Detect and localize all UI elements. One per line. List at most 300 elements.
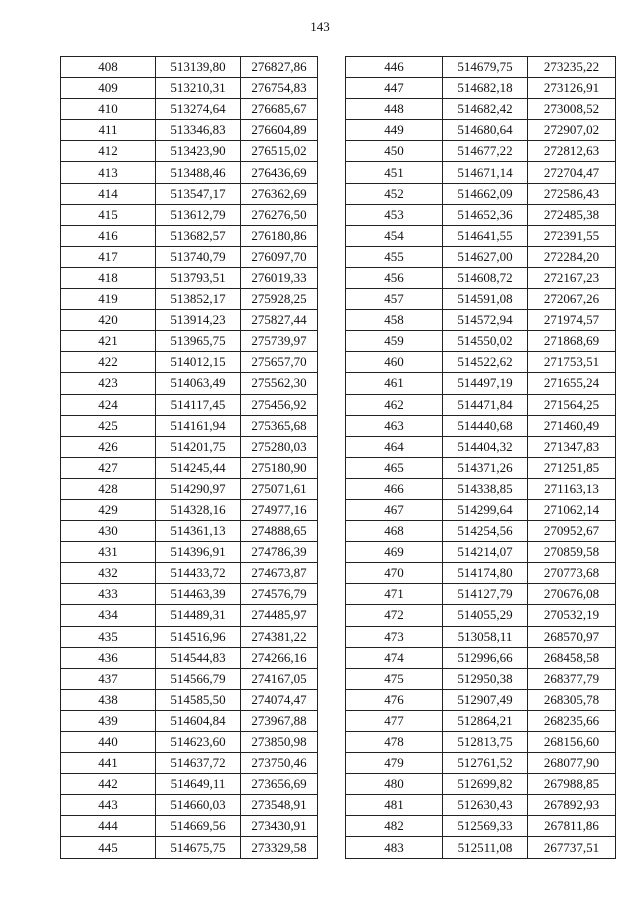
point-number-cell: 472: [346, 605, 443, 626]
table-row: [61, 774, 318, 795]
table-row: [61, 415, 318, 436]
table-row: [346, 647, 616, 668]
x-coordinate-cell: 514591,08: [443, 289, 528, 310]
x-coordinate-cell: 514245,44: [156, 457, 241, 478]
y-coordinate-cell: 272704,47: [528, 162, 616, 183]
y-coordinate-cell: 272485,38: [528, 204, 616, 225]
point-number-cell: 474: [346, 647, 443, 668]
y-coordinate-cell: 274786,39: [241, 542, 318, 563]
y-coordinate-cell: 274381,22: [241, 626, 318, 647]
x-coordinate-cell: 514608,72: [443, 267, 528, 288]
x-coordinate-cell: 513274,64: [156, 99, 241, 120]
point-number-cell: 478: [346, 732, 443, 753]
table-row: [61, 753, 318, 774]
table-row: [346, 732, 616, 753]
point-number-cell: 422: [61, 352, 156, 373]
point-number-cell: 409: [61, 78, 156, 99]
point-number-cell: 482: [346, 816, 443, 837]
y-coordinate-cell: 268377,79: [528, 668, 616, 689]
y-coordinate-cell: 273850,98: [241, 732, 318, 753]
x-coordinate-cell: 513682,57: [156, 225, 241, 246]
table-row: [61, 120, 318, 141]
y-coordinate-cell: 270859,58: [528, 542, 616, 563]
point-number-cell: 470: [346, 563, 443, 584]
table-row: [61, 246, 318, 267]
x-coordinate-cell: 513139,80: [156, 57, 241, 78]
x-coordinate-cell: 514489,31: [156, 605, 241, 626]
x-coordinate-cell: 514117,45: [156, 394, 241, 415]
x-coordinate-cell: 514161,94: [156, 415, 241, 436]
x-coordinate-cell: 514471,84: [443, 394, 528, 415]
y-coordinate-cell: 268305,78: [528, 689, 616, 710]
point-number-cell: 461: [346, 373, 443, 394]
table-row: [346, 626, 616, 647]
y-coordinate-cell: 268458,58: [528, 647, 616, 668]
point-number-cell: 451: [346, 162, 443, 183]
y-coordinate-cell: 272167,23: [528, 267, 616, 288]
y-coordinate-cell: 271062,14: [528, 499, 616, 520]
y-coordinate-cell: 271868,69: [528, 331, 616, 352]
point-number-cell: 418: [61, 267, 156, 288]
point-number-cell: 473: [346, 626, 443, 647]
y-coordinate-cell: 275180,90: [241, 457, 318, 478]
table-row: [346, 289, 616, 310]
point-number-cell: 448: [346, 99, 443, 120]
table-row: [61, 436, 318, 457]
point-number-cell: 412: [61, 141, 156, 162]
point-number-cell: 479: [346, 753, 443, 774]
table-row: [61, 57, 318, 78]
table-row: [61, 373, 318, 394]
y-coordinate-cell: 272067,26: [528, 289, 616, 310]
y-coordinate-cell: 276180,86: [241, 225, 318, 246]
x-coordinate-cell: 514637,72: [156, 753, 241, 774]
point-number-cell: 476: [346, 689, 443, 710]
y-coordinate-cell: 267737,51: [528, 837, 616, 858]
x-coordinate-cell: 512864,21: [443, 710, 528, 731]
point-number-cell: 450: [346, 141, 443, 162]
table-row: [346, 478, 616, 499]
y-coordinate-cell: 276685,67: [241, 99, 318, 120]
x-coordinate-cell: 513965,75: [156, 331, 241, 352]
x-coordinate-cell: 514328,16: [156, 499, 241, 520]
x-coordinate-cell: 514299,64: [443, 499, 528, 520]
point-number-cell: 454: [346, 225, 443, 246]
point-number-cell: 445: [61, 837, 156, 858]
y-coordinate-cell: 272907,02: [528, 120, 616, 141]
table-row: [61, 267, 318, 288]
table-row: [346, 584, 616, 605]
x-coordinate-cell: 513852,17: [156, 289, 241, 310]
point-number-cell: 435: [61, 626, 156, 647]
y-coordinate-cell: 273126,91: [528, 78, 616, 99]
y-coordinate-cell: 275365,68: [241, 415, 318, 436]
y-coordinate-cell: 273656,69: [241, 774, 318, 795]
table-row: [61, 689, 318, 710]
y-coordinate-cell: 270676,08: [528, 584, 616, 605]
point-number-cell: 441: [61, 753, 156, 774]
y-coordinate-cell: 276097,70: [241, 246, 318, 267]
point-number-cell: 417: [61, 246, 156, 267]
table-row: [61, 310, 318, 331]
table-row: [61, 710, 318, 731]
x-coordinate-cell: 514012,15: [156, 352, 241, 373]
x-coordinate-cell: 513423,90: [156, 141, 241, 162]
table-row: [61, 457, 318, 478]
table-row: [346, 499, 616, 520]
point-number-cell: 424: [61, 394, 156, 415]
point-number-cell: 430: [61, 521, 156, 542]
x-coordinate-cell: 514604,84: [156, 710, 241, 731]
point-number-cell: 471: [346, 584, 443, 605]
y-coordinate-cell: 275827,44: [241, 310, 318, 331]
y-coordinate-cell: 271163,13: [528, 478, 616, 499]
y-coordinate-cell: 276362,69: [241, 183, 318, 204]
point-number-cell: 419: [61, 289, 156, 310]
point-number-cell: 483: [346, 837, 443, 858]
table-row: [61, 78, 318, 99]
y-coordinate-cell: 271974,57: [528, 310, 616, 331]
point-number-cell: 438: [61, 689, 156, 710]
x-coordinate-cell: 514652,36: [443, 204, 528, 225]
y-coordinate-cell: 276604,89: [241, 120, 318, 141]
y-coordinate-cell: 270532,19: [528, 605, 616, 626]
x-coordinate-cell: 514516,96: [156, 626, 241, 647]
x-coordinate-cell: 514566,79: [156, 668, 241, 689]
x-coordinate-cell: 514361,13: [156, 521, 241, 542]
x-coordinate-cell: 514127,79: [443, 584, 528, 605]
x-coordinate-cell: 514662,09: [443, 183, 528, 204]
point-number-cell: 449: [346, 120, 443, 141]
point-number-cell: 480: [346, 774, 443, 795]
table-row: [346, 267, 616, 288]
x-coordinate-cell: 514682,42: [443, 99, 528, 120]
table-row: [346, 774, 616, 795]
point-number-cell: 475: [346, 668, 443, 689]
point-number-cell: 444: [61, 816, 156, 837]
y-coordinate-cell: 270773,68: [528, 563, 616, 584]
page-number: 143: [310, 19, 330, 34]
point-number-cell: 416: [61, 225, 156, 246]
x-coordinate-cell: 514338,85: [443, 478, 528, 499]
table-row: [61, 331, 318, 352]
point-number-cell: 467: [346, 499, 443, 520]
y-coordinate-cell: 276754,83: [241, 78, 318, 99]
x-coordinate-cell: 514371,26: [443, 457, 528, 478]
x-coordinate-cell: 513547,17: [156, 183, 241, 204]
y-coordinate-cell: 272812,63: [528, 141, 616, 162]
point-number-cell: 458: [346, 310, 443, 331]
x-coordinate-cell: 514463,39: [156, 584, 241, 605]
x-coordinate-cell: 514641,55: [443, 225, 528, 246]
point-number-cell: 477: [346, 710, 443, 731]
point-number-cell: 415: [61, 204, 156, 225]
coordinates-table-left: [60, 56, 318, 859]
table-row: [346, 310, 616, 331]
y-coordinate-cell: 275071,61: [241, 478, 318, 499]
y-coordinate-cell: 273235,22: [528, 57, 616, 78]
x-coordinate-cell: 512761,52: [443, 753, 528, 774]
point-number-cell: 464: [346, 436, 443, 457]
table-row: [61, 183, 318, 204]
table-row: [61, 225, 318, 246]
point-number-cell: 410: [61, 99, 156, 120]
y-coordinate-cell: 267811,86: [528, 816, 616, 837]
x-coordinate-cell: 513612,79: [156, 204, 241, 225]
table-row: [346, 816, 616, 837]
x-coordinate-cell: 514550,02: [443, 331, 528, 352]
x-coordinate-cell: 514201,75: [156, 436, 241, 457]
point-number-cell: 436: [61, 647, 156, 668]
point-number-cell: 414: [61, 183, 156, 204]
point-number-cell: 428: [61, 478, 156, 499]
point-number-cell: 408: [61, 57, 156, 78]
y-coordinate-cell: 274074,47: [241, 689, 318, 710]
point-number-cell: 439: [61, 710, 156, 731]
table-row: [346, 837, 616, 858]
y-coordinate-cell: 273750,46: [241, 753, 318, 774]
x-coordinate-cell: 513488,46: [156, 162, 241, 183]
y-coordinate-cell: 271251,85: [528, 457, 616, 478]
y-coordinate-cell: 272586,43: [528, 183, 616, 204]
y-coordinate-cell: 276515,02: [241, 141, 318, 162]
y-coordinate-cell: 276436,69: [241, 162, 318, 183]
x-coordinate-cell: 514679,75: [443, 57, 528, 78]
y-coordinate-cell: 271460,49: [528, 415, 616, 436]
x-coordinate-cell: 514174,80: [443, 563, 528, 584]
table-row: [61, 289, 318, 310]
x-coordinate-cell: 513346,83: [156, 120, 241, 141]
y-coordinate-cell: 274266,16: [241, 647, 318, 668]
x-coordinate-cell: 514649,11: [156, 774, 241, 795]
table-row: [346, 78, 616, 99]
y-coordinate-cell: 268570,97: [528, 626, 616, 647]
table-row: [61, 352, 318, 373]
y-coordinate-cell: 270952,67: [528, 521, 616, 542]
table-row: [346, 225, 616, 246]
point-number-cell: 481: [346, 795, 443, 816]
point-number-cell: 469: [346, 542, 443, 563]
table-row: [346, 99, 616, 120]
point-number-cell: 429: [61, 499, 156, 520]
y-coordinate-cell: 275456,92: [241, 394, 318, 415]
y-coordinate-cell: 275562,30: [241, 373, 318, 394]
point-number-cell: 413: [61, 162, 156, 183]
y-coordinate-cell: 276276,50: [241, 204, 318, 225]
x-coordinate-cell: 514671,14: [443, 162, 528, 183]
point-number-cell: 411: [61, 120, 156, 141]
point-number-cell: 446: [346, 57, 443, 78]
table-row: [61, 816, 318, 837]
point-number-cell: 440: [61, 732, 156, 753]
point-number-cell: 455: [346, 246, 443, 267]
x-coordinate-cell: 512630,43: [443, 795, 528, 816]
point-number-cell: 457: [346, 289, 443, 310]
table-row: [346, 542, 616, 563]
table-row: [346, 352, 616, 373]
x-coordinate-cell: 514254,56: [443, 521, 528, 542]
y-coordinate-cell: 268156,60: [528, 732, 616, 753]
coordinates-table-right: [345, 56, 616, 859]
y-coordinate-cell: 275657,70: [241, 352, 318, 373]
point-number-cell: 452: [346, 183, 443, 204]
x-coordinate-cell: 513740,79: [156, 246, 241, 267]
table-row: [61, 204, 318, 225]
table-row: [346, 204, 616, 225]
y-coordinate-cell: 272284,20: [528, 246, 616, 267]
table-row: [346, 394, 616, 415]
y-coordinate-cell: 273548,91: [241, 795, 318, 816]
x-coordinate-cell: 514660,03: [156, 795, 241, 816]
x-coordinate-cell: 512907,49: [443, 689, 528, 710]
point-number-cell: 465: [346, 457, 443, 478]
table-row: [61, 732, 318, 753]
point-number-cell: 426: [61, 436, 156, 457]
x-coordinate-cell: 514063,49: [156, 373, 241, 394]
point-number-cell: 420: [61, 310, 156, 331]
x-coordinate-cell: 514585,50: [156, 689, 241, 710]
point-number-cell: 443: [61, 795, 156, 816]
point-number-cell: 466: [346, 478, 443, 499]
point-number-cell: 433: [61, 584, 156, 605]
table-row: [61, 584, 318, 605]
y-coordinate-cell: 271655,24: [528, 373, 616, 394]
y-coordinate-cell: 276827,86: [241, 57, 318, 78]
y-coordinate-cell: 267988,85: [528, 774, 616, 795]
point-number-cell: 437: [61, 668, 156, 689]
y-coordinate-cell: 274888,65: [241, 521, 318, 542]
x-coordinate-cell: 514433,72: [156, 563, 241, 584]
table-row: [346, 753, 616, 774]
x-coordinate-cell: 512569,33: [443, 816, 528, 837]
x-coordinate-cell: 513793,51: [156, 267, 241, 288]
x-coordinate-cell: 514497,19: [443, 373, 528, 394]
y-coordinate-cell: 271753,51: [528, 352, 616, 373]
table-row: [346, 246, 616, 267]
table-row: [346, 689, 616, 710]
point-number-cell: 427: [61, 457, 156, 478]
point-number-cell: 423: [61, 373, 156, 394]
x-coordinate-cell: 514677,22: [443, 141, 528, 162]
point-number-cell: 453: [346, 204, 443, 225]
x-coordinate-cell: 514522,62: [443, 352, 528, 373]
x-coordinate-cell: 514675,75: [156, 837, 241, 858]
x-coordinate-cell: 514440,68: [443, 415, 528, 436]
table-row: [346, 457, 616, 478]
table-row: [61, 141, 318, 162]
table-row: [61, 563, 318, 584]
table-row: [61, 478, 318, 499]
y-coordinate-cell: 274167,05: [241, 668, 318, 689]
point-number-cell: 459: [346, 331, 443, 352]
table-row: [346, 183, 616, 204]
table-row: [346, 521, 616, 542]
point-number-cell: 460: [346, 352, 443, 373]
point-number-cell: 456: [346, 267, 443, 288]
x-coordinate-cell: 513914,23: [156, 310, 241, 331]
table-row: [61, 394, 318, 415]
table-row: [346, 141, 616, 162]
table-row: [346, 668, 616, 689]
x-coordinate-cell: 512511,08: [443, 837, 528, 858]
y-coordinate-cell: 273967,88: [241, 710, 318, 731]
table-row: [61, 542, 318, 563]
table-row: [346, 331, 616, 352]
y-coordinate-cell: 276019,33: [241, 267, 318, 288]
x-coordinate-cell: 512950,38: [443, 668, 528, 689]
table-row: [346, 162, 616, 183]
x-coordinate-cell: 514544,83: [156, 647, 241, 668]
y-coordinate-cell: 271564,25: [528, 394, 616, 415]
y-coordinate-cell: 274673,87: [241, 563, 318, 584]
table-row: [61, 837, 318, 858]
point-number-cell: 463: [346, 415, 443, 436]
x-coordinate-cell: 514214,07: [443, 542, 528, 563]
table-row: [346, 563, 616, 584]
point-number-cell: 431: [61, 542, 156, 563]
x-coordinate-cell: 514396,91: [156, 542, 241, 563]
x-coordinate-cell: 514680,64: [443, 120, 528, 141]
x-coordinate-cell: 514623,60: [156, 732, 241, 753]
y-coordinate-cell: 271347,83: [528, 436, 616, 457]
table-row: [61, 162, 318, 183]
y-coordinate-cell: 275280,03: [241, 436, 318, 457]
y-coordinate-cell: 274977,16: [241, 499, 318, 520]
point-number-cell: 462: [346, 394, 443, 415]
y-coordinate-cell: 267892,93: [528, 795, 616, 816]
table-row: [61, 668, 318, 689]
point-number-cell: 434: [61, 605, 156, 626]
point-number-cell: 442: [61, 774, 156, 795]
point-number-cell: 421: [61, 331, 156, 352]
y-coordinate-cell: 273430,91: [241, 816, 318, 837]
point-number-cell: 468: [346, 521, 443, 542]
point-number-cell: 432: [61, 563, 156, 584]
x-coordinate-cell: 512996,66: [443, 647, 528, 668]
table-row: [61, 647, 318, 668]
table-row: [346, 436, 616, 457]
table-row: [61, 521, 318, 542]
y-coordinate-cell: 274485,97: [241, 605, 318, 626]
x-coordinate-cell: 512813,75: [443, 732, 528, 753]
x-coordinate-cell: 513058,11: [443, 626, 528, 647]
point-number-cell: 425: [61, 415, 156, 436]
y-coordinate-cell: 272391,55: [528, 225, 616, 246]
table-row: [61, 795, 318, 816]
table-row: [61, 605, 318, 626]
table-row: [346, 415, 616, 436]
y-coordinate-cell: 268077,90: [528, 753, 616, 774]
x-coordinate-cell: 514669,56: [156, 816, 241, 837]
x-coordinate-cell: 512699,82: [443, 774, 528, 795]
table-row: [61, 626, 318, 647]
x-coordinate-cell: 514682,18: [443, 78, 528, 99]
point-number-cell: 447: [346, 78, 443, 99]
table-row: [346, 605, 616, 626]
x-coordinate-cell: 514055,29: [443, 605, 528, 626]
table-row: [346, 373, 616, 394]
y-coordinate-cell: 273008,52: [528, 99, 616, 120]
table-row: [346, 795, 616, 816]
x-coordinate-cell: 514290,97: [156, 478, 241, 499]
y-coordinate-cell: 274576,79: [241, 584, 318, 605]
x-coordinate-cell: 513210,31: [156, 78, 241, 99]
x-coordinate-cell: 514404,32: [443, 436, 528, 457]
y-coordinate-cell: 273329,58: [241, 837, 318, 858]
table-row: [346, 120, 616, 141]
x-coordinate-cell: 514572,94: [443, 310, 528, 331]
table-row: [61, 499, 318, 520]
